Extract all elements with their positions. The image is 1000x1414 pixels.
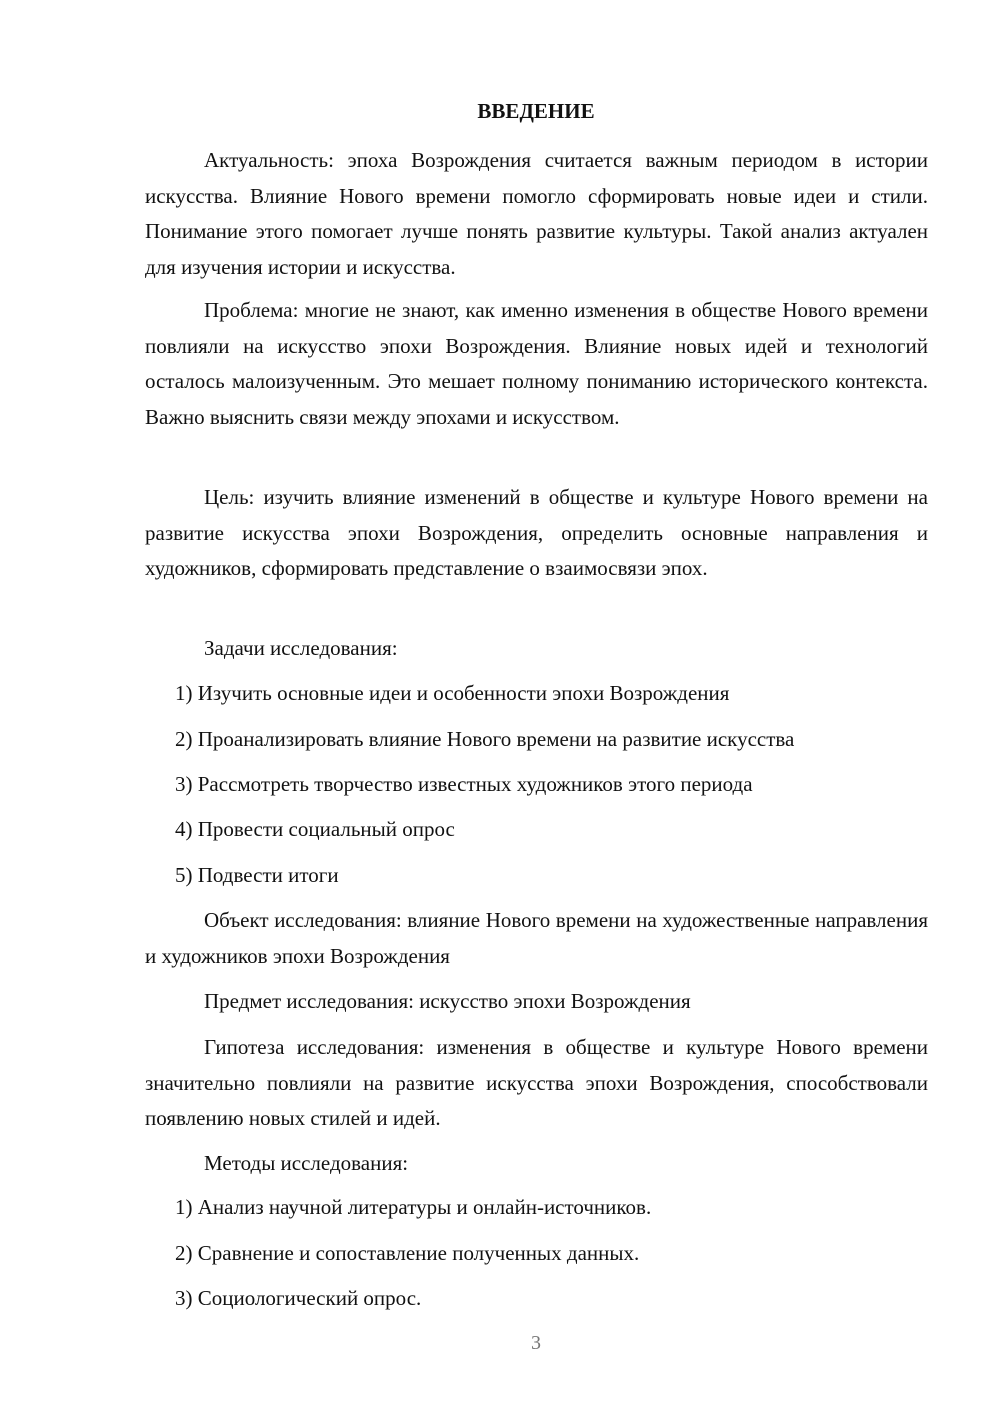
- page-title: ВВЕДЕНИЕ: [477, 99, 595, 123]
- page-number: 3: [531, 1332, 541, 1354]
- task-item: 3) Рассмотреть творчество известных художников этого периода: [175, 772, 753, 796]
- method-item: 2) Сравнение и сопоставление полученных данных.: [175, 1241, 640, 1265]
- problem-paragraph: Проблема: многие не знают, как именно изменения в обществе Нового времени повлияли на искусство эпохи Возрождения. Влияние новых идей и технологий осталось малоизученным. Это мешает полному пониманию исторического контекста. Важно выяснить связи между эпохами и искусством.: [145, 298, 928, 429]
- methods-heading: Методы исследования:: [204, 1151, 409, 1175]
- task-item: 1) Изучить основные идеи и особенности эпохи Возрождения: [175, 681, 730, 705]
- task-item: 2) Проанализировать влияние Нового времени на развитие искусства: [175, 727, 795, 751]
- relevance-paragraph: Актуальность: эпоха Возрождения считается важным периодом в истории искусства. Влияние Нового времени помогло сформировать новые идеи и стили. Понимание этого помогает лучше понять развитие культуры. Такой анализ актуален для изучения истории и искусства.: [145, 148, 928, 279]
- object-paragraph: Объект исследования: влияние Нового времени на художественные направления и художников эпохи Возрождения: [145, 908, 928, 968]
- task-item: 5) Подвести итоги: [175, 863, 339, 887]
- hypothesis-paragraph: Гипотеза исследования: изменения в обществе и культуре Нового времени значительно повлияли на развитие искусства эпохи Возрождения, способствовали появлению новых стилей и идей.: [145, 1035, 928, 1130]
- subject-paragraph: Предмет исследования: искусство эпохи Возрождения: [204, 989, 691, 1013]
- method-item: 1) Анализ научной литературы и онлайн-источников.: [175, 1195, 652, 1219]
- method-item: 3) Социологический опрос.: [175, 1286, 422, 1310]
- task-item: 4) Провести социальный опрос: [175, 817, 455, 841]
- tasks-heading: Задачи исследования:: [204, 636, 398, 660]
- goal-paragraph: Цель: изучить влияние изменений в обществе и культуре Нового времени на развитие искусства эпохи Возрождения, определить основные направления и художников, сформировать представление о взаимосвязи эпох.: [145, 485, 928, 580]
